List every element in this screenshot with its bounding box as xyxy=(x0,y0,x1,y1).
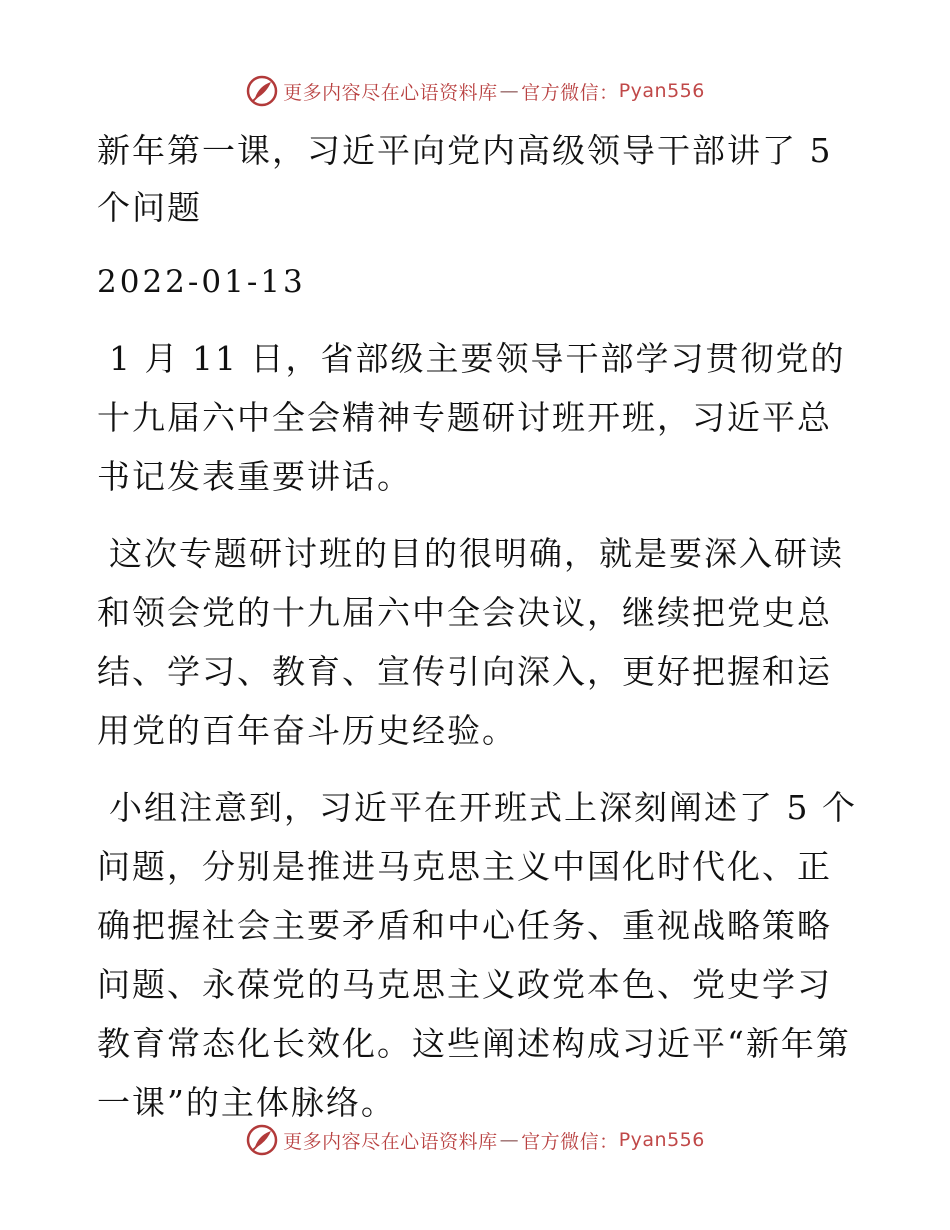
watermark-header xyxy=(0,71,950,111)
watermark-text: 更多内容尽在心语资料库 xyxy=(283,81,498,104)
paragraph-2: 这次专题研讨班的目的很明确，就是要深入研读和领会党的十九届六中全会决议，继续把党史总结、学习、教育、宣传引向深入，更好把握和运用党的百年奋斗历史经验。 xyxy=(97,534,844,750)
article-body xyxy=(97,122,857,1132)
article-title: 新年第一课，习近平向党内高级领导干部讲了 5 个问题 xyxy=(97,131,833,227)
watermark-id: Pyan556 xyxy=(618,1129,705,1151)
watermark-footer xyxy=(0,1120,950,1160)
paragraph-3: 小组注意到，习近平在开班式上深刻阐述了 5 个问题，分别是推进马克思主义中国化时代化、正确把握社会主要矛盾和中心任务、重视战略策略问题、永葆党的马克思主义政党本色、党史学习教育常态化长效化。这些阐述构成习近平“新年第一课”的主体脉络。 xyxy=(97,788,857,1122)
paragraph-1: 1 月 11 日，省部级主要领导干部学习贯彻党的十九届六中全会精神专题研讨班开班，习近平总书记发表重要讲话。 xyxy=(97,339,846,496)
watermark-separator: — xyxy=(499,1129,520,1151)
feather-logo-icon xyxy=(245,74,279,108)
watermark-separator: — xyxy=(499,80,520,102)
watermark-suffix: 官方微信： xyxy=(521,81,619,104)
article-date: 2022-01-13 xyxy=(97,264,306,300)
watermark-id: Pyan556 xyxy=(618,80,705,102)
watermark-suffix: 官方微信： xyxy=(521,1130,619,1153)
feather-logo-icon xyxy=(245,1123,279,1157)
watermark-text: 更多内容尽在心语资料库 xyxy=(283,1130,498,1153)
